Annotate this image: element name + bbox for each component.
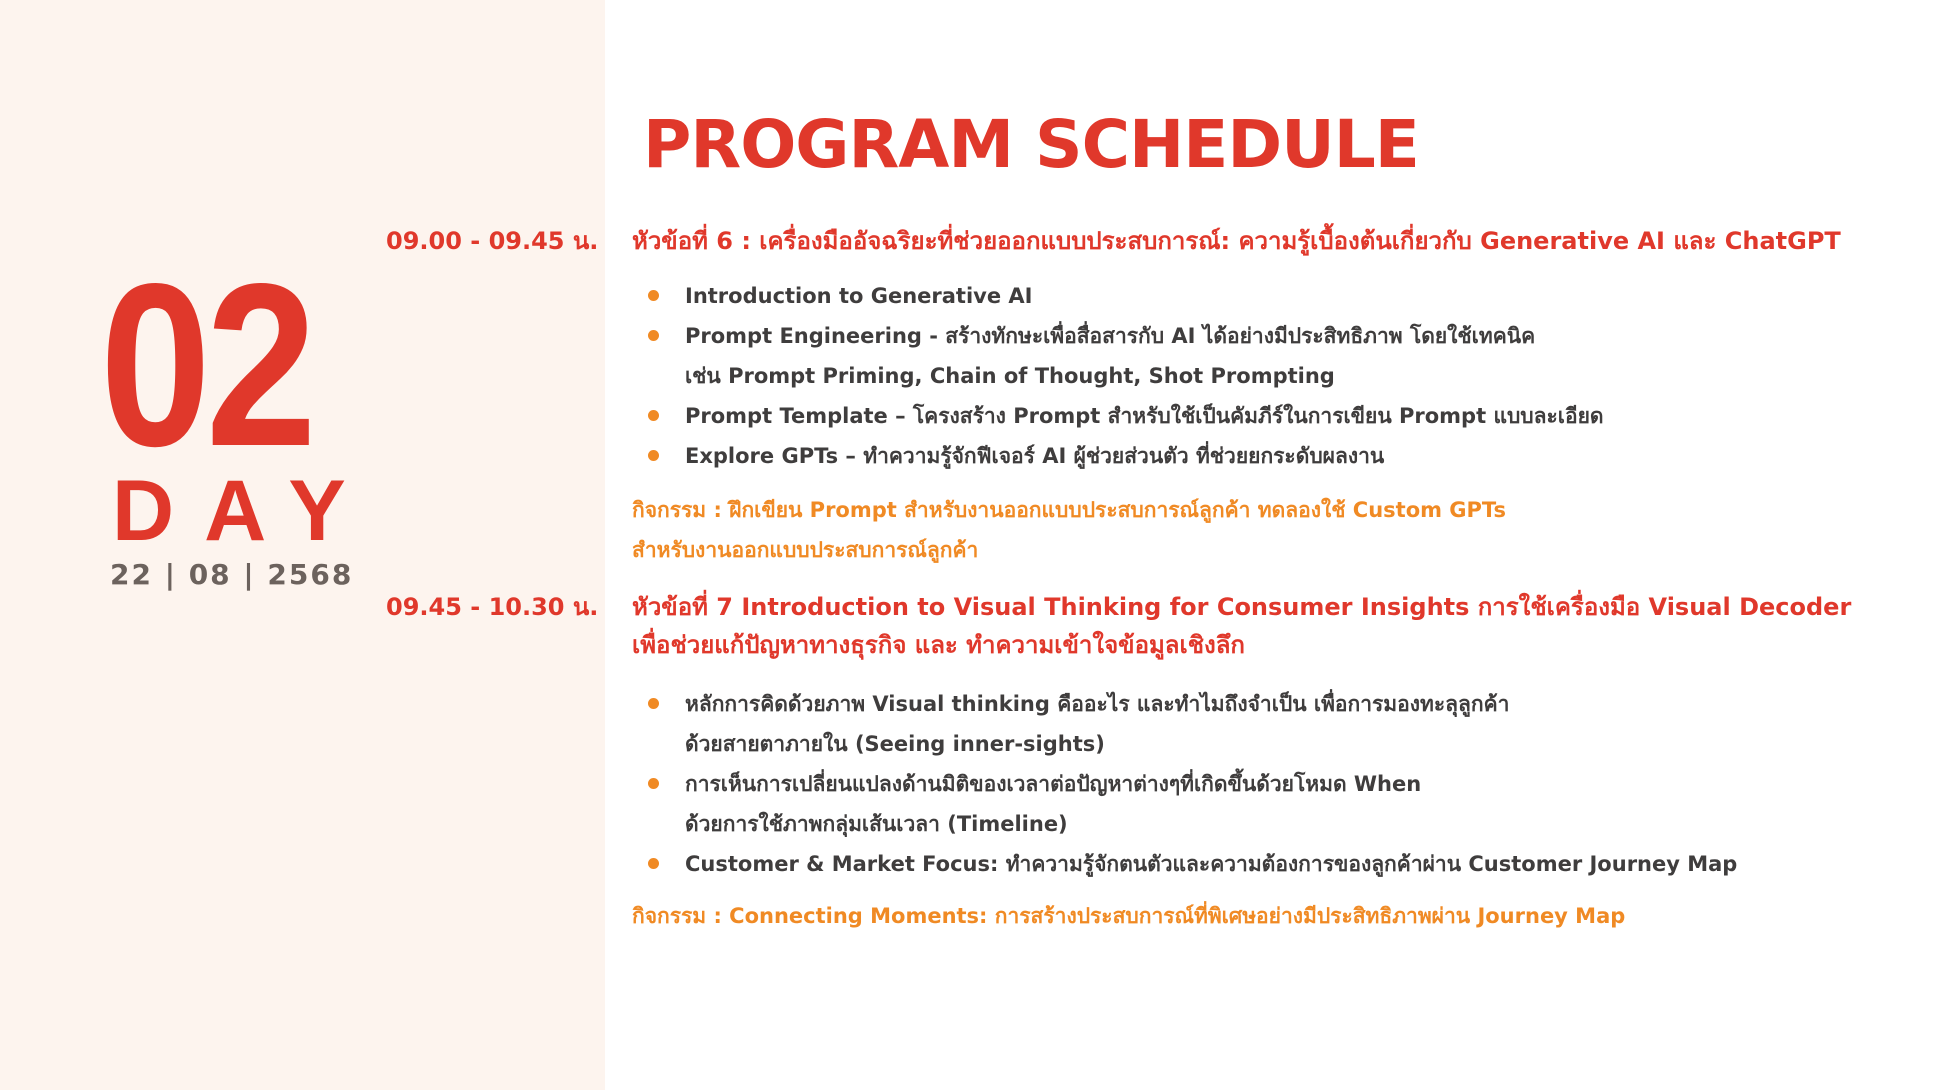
bullet-line: Customer & Market Focus: ทำความรู้จักตนตัวและความต้องการของลูกค้าผ่าน Customer Journey Map bbox=[685, 852, 1738, 876]
day-panel bbox=[0, 0, 605, 1090]
bullet-line: ด้วยสายตาภายใน (Seeing inner-sights) bbox=[685, 732, 1105, 756]
session-topic bbox=[632, 222, 1932, 260]
session-activity bbox=[632, 896, 1625, 936]
bullet-item bbox=[648, 436, 1604, 476]
activity-line: กิจกรรม : ฝึกเขียน Prompt สำหรับงานออกแบบประสบการณ์ลูกค้า ทดลองใช้ Custom GPTs bbox=[632, 498, 1506, 522]
bullet-line: ด้วยการใช้ภาพกลุ่มเส้นเวลา (Timeline) bbox=[685, 812, 1068, 836]
session-topic bbox=[632, 588, 1932, 664]
day-label: DAY bbox=[112, 463, 376, 559]
topic-line: หัวข้อที่ 7 Introduction to Visual Thinking for Consumer Insights การใช้เครื่องมือ Visual Decoder bbox=[632, 593, 1852, 621]
page-title: PROGRAM SCHEDULE bbox=[643, 106, 1419, 183]
topic-line: เพื่อช่วยแก้ปัญหาทางธุรกิจ และ ทำความเข้าใจข้อมูลเชิงลึก bbox=[632, 631, 1245, 659]
session-bullet-list bbox=[648, 684, 1737, 884]
bullet-item bbox=[648, 844, 1737, 884]
bullet-line: Prompt Engineering - สร้างทักษะเพื่อสื่อสารกับ AI ได้อย่างมีประสิทธิภาพ โดยใช้เทคนิค bbox=[685, 324, 1536, 348]
session-time: 09.45 - 10.30 น. bbox=[386, 593, 599, 621]
session-bullet-list bbox=[648, 276, 1604, 476]
bullet-line: Prompt Template – โครงสร้าง Prompt สำหรับใช้เป็นคัมภีร์ในการเขียน Prompt แบบละเอียด bbox=[685, 404, 1604, 428]
bullet-item bbox=[648, 684, 1737, 764]
bullet-item bbox=[648, 316, 1604, 396]
bullet-item bbox=[648, 276, 1604, 316]
bullet-line: Introduction to Generative AI bbox=[685, 284, 1033, 308]
bullet-line: หลักการคิดด้วยภาพ Visual thinking คืออะไร และทำไมถึงจำเป็น เพื่อการมองทะลุลูกค้า bbox=[685, 692, 1510, 716]
day-number: 02 bbox=[100, 236, 312, 495]
bullet-line: Explore GPTs – ทำความรู้จักฟีเจอร์ AI ผู้ช่วยส่วนตัว ที่ช่วยยกระดับผลงาน bbox=[685, 444, 1385, 468]
bullet-line: การเห็นการเปลี่ยนแปลงด้านมิติของเวลาต่อปัญหาต่างๆที่เกิดขึ้นด้วยโหมด When bbox=[685, 772, 1422, 796]
session-time: 09.00 - 09.45 น. bbox=[386, 227, 599, 255]
bullet-item bbox=[648, 764, 1737, 844]
bullet-item bbox=[648, 396, 1604, 436]
bullet-line: เช่น Prompt Priming, Chain of Thought, Shot Prompting bbox=[685, 364, 1335, 388]
topic-line: หัวข้อที่ 6 : เครื่องมืออัจฉริยะที่ช่วยออกแบบประสบการณ์: ความรู้เบื้องต้นเกี่ยวกับ Generative AI และ ChatGPT bbox=[632, 227, 1841, 255]
activity-line: กิจกรรม : Connecting Moments: การสร้างประสบการณ์ที่พิเศษอย่างมีประสิทธิภาพผ่าน Journey Map bbox=[632, 904, 1626, 928]
day-date: 22 | 08 | 2568 bbox=[110, 558, 354, 591]
activity-line: สำหรับงานออกแบบประสบการณ์ลูกค้า bbox=[632, 538, 979, 562]
session-activity bbox=[632, 490, 1506, 570]
